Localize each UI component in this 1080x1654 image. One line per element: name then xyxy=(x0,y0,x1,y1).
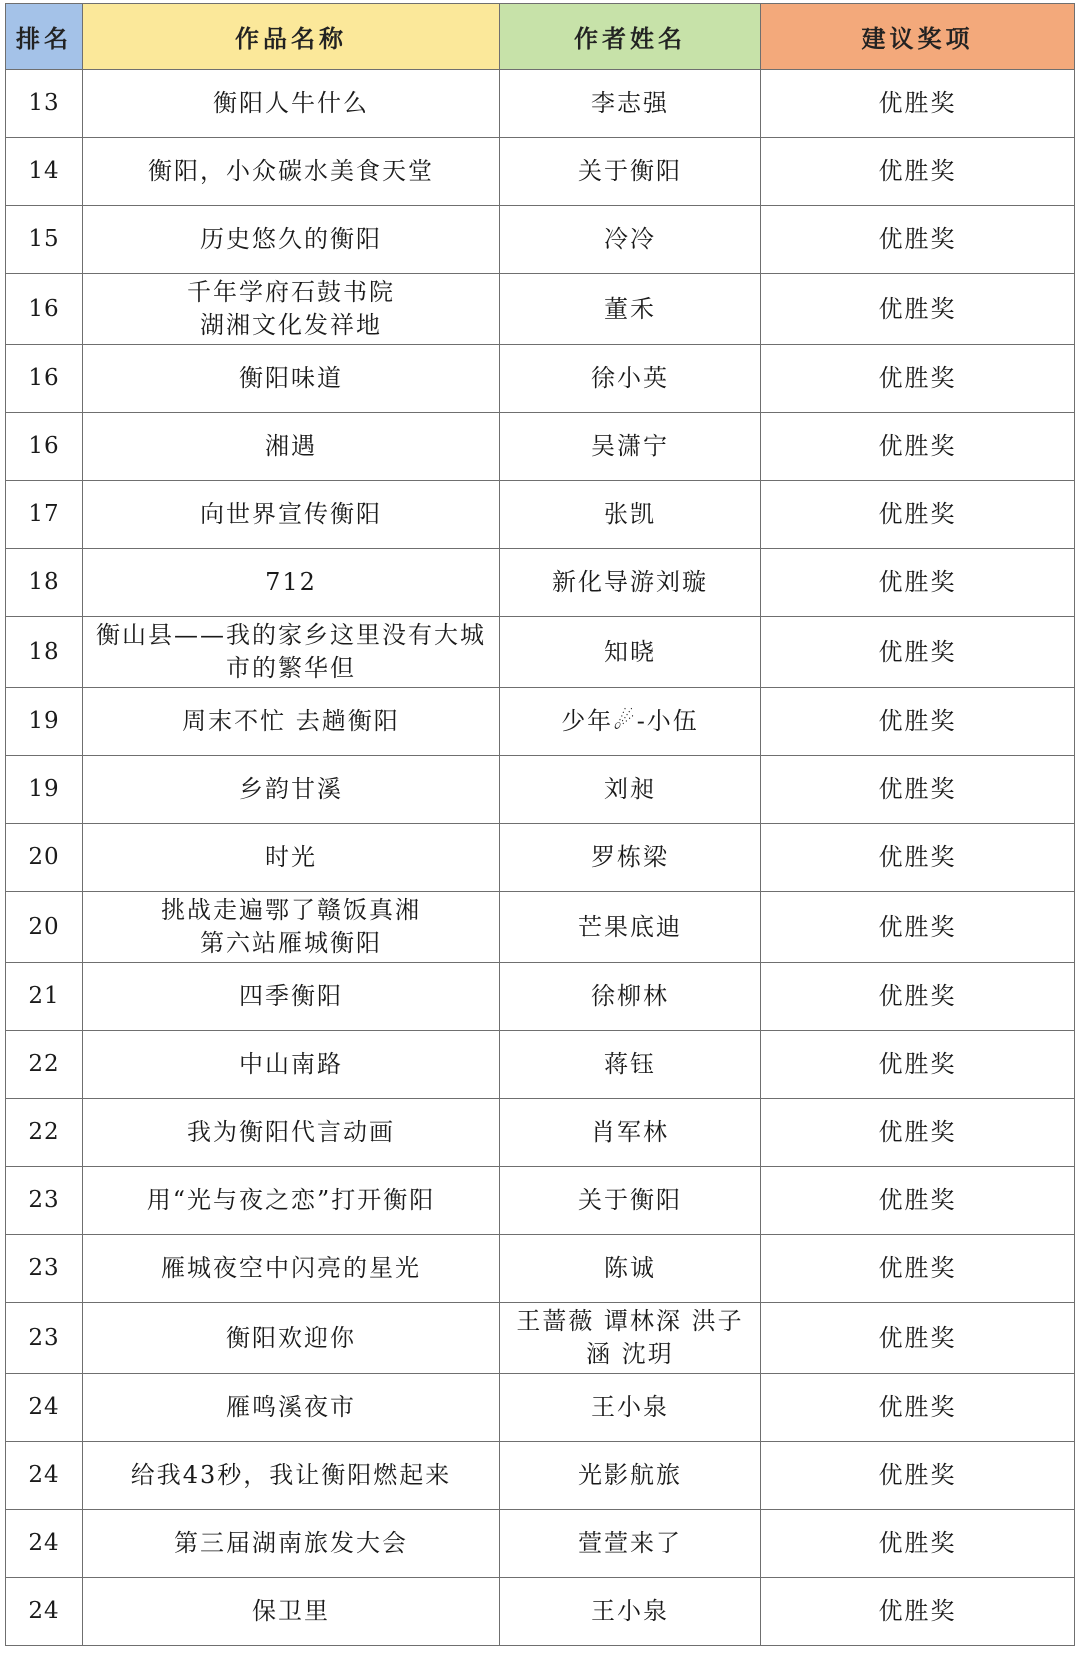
cell-award: 优胜奖 xyxy=(761,549,1075,617)
cell-rank: 24 xyxy=(6,1374,83,1442)
cell-author: 刘昶 xyxy=(500,756,761,824)
table-row xyxy=(6,206,1075,274)
cell-award: 优胜奖 xyxy=(761,1167,1075,1235)
table-header xyxy=(6,4,1075,70)
cell-rank: 21 xyxy=(6,963,83,1031)
table-row xyxy=(6,1442,1075,1510)
cell-title: 衡阳欢迎你 xyxy=(83,1303,500,1374)
cell-author: 徐小英 xyxy=(500,345,761,413)
table-row xyxy=(6,963,1075,1031)
cell-author: 光影航旅 xyxy=(500,1442,761,1510)
cell-title: 四季衡阳 xyxy=(83,963,500,1031)
cell-rank: 16 xyxy=(6,413,83,481)
cell-award: 优胜奖 xyxy=(761,138,1075,206)
table-row xyxy=(6,1031,1075,1099)
award-ranking-table xyxy=(5,3,1075,1646)
cell-award: 优胜奖 xyxy=(761,892,1075,963)
cell-rank: 18 xyxy=(6,549,83,617)
cell-title: 雁鸣溪夜市 xyxy=(83,1374,500,1442)
table-body xyxy=(6,70,1075,1646)
cell-award: 优胜奖 xyxy=(761,1374,1075,1442)
header-award: 建议奖项 xyxy=(761,4,1075,70)
header-author: 作者姓名 xyxy=(500,4,761,70)
cell-author: 吴潇宁 xyxy=(500,413,761,481)
cell-award: 优胜奖 xyxy=(761,206,1075,274)
cell-rank: 19 xyxy=(6,688,83,756)
cell-author: 董禾 xyxy=(500,274,761,345)
cell-author: 王小泉 xyxy=(500,1578,761,1646)
cell-title: 时光 xyxy=(83,824,500,892)
cell-award: 优胜奖 xyxy=(761,413,1075,481)
cell-author: 李志强 xyxy=(500,70,761,138)
cell-rank: 17 xyxy=(6,481,83,549)
cell-award: 优胜奖 xyxy=(761,1578,1075,1646)
cell-award: 优胜奖 xyxy=(761,274,1075,345)
table-row xyxy=(6,1303,1075,1374)
cell-title: 雁城夜空中闪亮的星光 xyxy=(83,1235,500,1303)
cell-title: 千年学府石鼓书院 湖湘文化发祥地 xyxy=(83,274,500,345)
cell-rank: 22 xyxy=(6,1099,83,1167)
cell-award: 优胜奖 xyxy=(761,481,1075,549)
cell-rank: 23 xyxy=(6,1303,83,1374)
table-row xyxy=(6,617,1075,688)
cell-title: 向世界宣传衡阳 xyxy=(83,481,500,549)
cell-author: 新化导游刘璇 xyxy=(500,549,761,617)
table-row xyxy=(6,274,1075,345)
cell-rank: 20 xyxy=(6,892,83,963)
cell-award: 优胜奖 xyxy=(761,824,1075,892)
cell-award: 优胜奖 xyxy=(761,1031,1075,1099)
cell-title: 衡山县——我的家乡这里没有大城 市的繁华但 xyxy=(83,617,500,688)
cell-rank: 18 xyxy=(6,617,83,688)
cell-author: 王蔷薇 谭林深 洪子 涵 沈玥 xyxy=(500,1303,761,1374)
cell-author: 知晓 xyxy=(500,617,761,688)
cell-title: 衡阳人牛什么 xyxy=(83,70,500,138)
table-row xyxy=(6,413,1075,481)
award-table-container xyxy=(5,3,1074,1646)
table-row xyxy=(6,892,1075,963)
table-row xyxy=(6,1099,1075,1167)
cell-award: 优胜奖 xyxy=(761,1442,1075,1510)
cell-title: 中山南路 xyxy=(83,1031,500,1099)
cell-award: 优胜奖 xyxy=(761,1510,1075,1578)
cell-title: 给我43秒，我让衡阳燃起来 xyxy=(83,1442,500,1510)
cell-author: 关于衡阳 xyxy=(500,138,761,206)
cell-title: 保卫里 xyxy=(83,1578,500,1646)
table-row xyxy=(6,1510,1075,1578)
cell-title: 周末不忙 去趟衡阳 xyxy=(83,688,500,756)
table-row xyxy=(6,824,1075,892)
cell-rank: 23 xyxy=(6,1167,83,1235)
header-row xyxy=(6,4,1075,70)
cell-rank: 14 xyxy=(6,138,83,206)
table-row xyxy=(6,481,1075,549)
cell-award: 优胜奖 xyxy=(761,345,1075,413)
table-row xyxy=(6,138,1075,206)
table-row xyxy=(6,549,1075,617)
header-rank: 排名 xyxy=(6,4,83,70)
cell-title: 挑战走遍鄂了赣饭真湘 第六站雁城衡阳 xyxy=(83,892,500,963)
cell-title: 乡韵甘溪 xyxy=(83,756,500,824)
cell-title: 用“光与夜之恋”打开衡阳 xyxy=(83,1167,500,1235)
header-title: 作品名称 xyxy=(83,4,500,70)
cell-rank: 20 xyxy=(6,824,83,892)
table-row xyxy=(6,756,1075,824)
cell-title: 第三届湖南旅发大会 xyxy=(83,1510,500,1578)
cell-award: 优胜奖 xyxy=(761,756,1075,824)
cell-award: 优胜奖 xyxy=(761,70,1075,138)
cell-author: 萱萱来了 xyxy=(500,1510,761,1578)
cell-rank: 23 xyxy=(6,1235,83,1303)
cell-rank: 24 xyxy=(6,1578,83,1646)
table-row xyxy=(6,1578,1075,1646)
cell-author: 王小泉 xyxy=(500,1374,761,1442)
cell-title: 衡阳味道 xyxy=(83,345,500,413)
cell-author: 芒果底迪 xyxy=(500,892,761,963)
cell-award: 优胜奖 xyxy=(761,1303,1075,1374)
cell-title: 湘遇 xyxy=(83,413,500,481)
cell-award: 优胜奖 xyxy=(761,1099,1075,1167)
table-row xyxy=(6,345,1075,413)
cell-rank: 16 xyxy=(6,345,83,413)
cell-rank: 22 xyxy=(6,1031,83,1099)
cell-rank: 24 xyxy=(6,1442,83,1510)
table-row xyxy=(6,1235,1075,1303)
cell-rank: 19 xyxy=(6,756,83,824)
cell-award: 优胜奖 xyxy=(761,963,1075,1031)
cell-author: 蒋钰 xyxy=(500,1031,761,1099)
cell-rank: 13 xyxy=(6,70,83,138)
cell-title: 712 xyxy=(83,549,500,617)
cell-author: 关于衡阳 xyxy=(500,1167,761,1235)
cell-author: 冷冷 xyxy=(500,206,761,274)
cell-author: 张凯 xyxy=(500,481,761,549)
cell-author: 少年☄-小伍 xyxy=(500,688,761,756)
cell-title: 衡阳，小众碳水美食天堂 xyxy=(83,138,500,206)
cell-title: 我为衡阳代言动画 xyxy=(83,1099,500,1167)
cell-award: 优胜奖 xyxy=(761,617,1075,688)
cell-title: 历史悠久的衡阳 xyxy=(83,206,500,274)
cell-rank: 16 xyxy=(6,274,83,345)
cell-author: 徐柳林 xyxy=(500,963,761,1031)
table-row xyxy=(6,1374,1075,1442)
cell-award: 优胜奖 xyxy=(761,688,1075,756)
table-row xyxy=(6,688,1075,756)
table-row xyxy=(6,70,1075,138)
table-row xyxy=(6,1167,1075,1235)
cell-author: 罗栋梁 xyxy=(500,824,761,892)
cell-author: 肖军林 xyxy=(500,1099,761,1167)
cell-rank: 15 xyxy=(6,206,83,274)
cell-rank: 24 xyxy=(6,1510,83,1578)
cell-author: 陈诚 xyxy=(500,1235,761,1303)
cell-award: 优胜奖 xyxy=(761,1235,1075,1303)
